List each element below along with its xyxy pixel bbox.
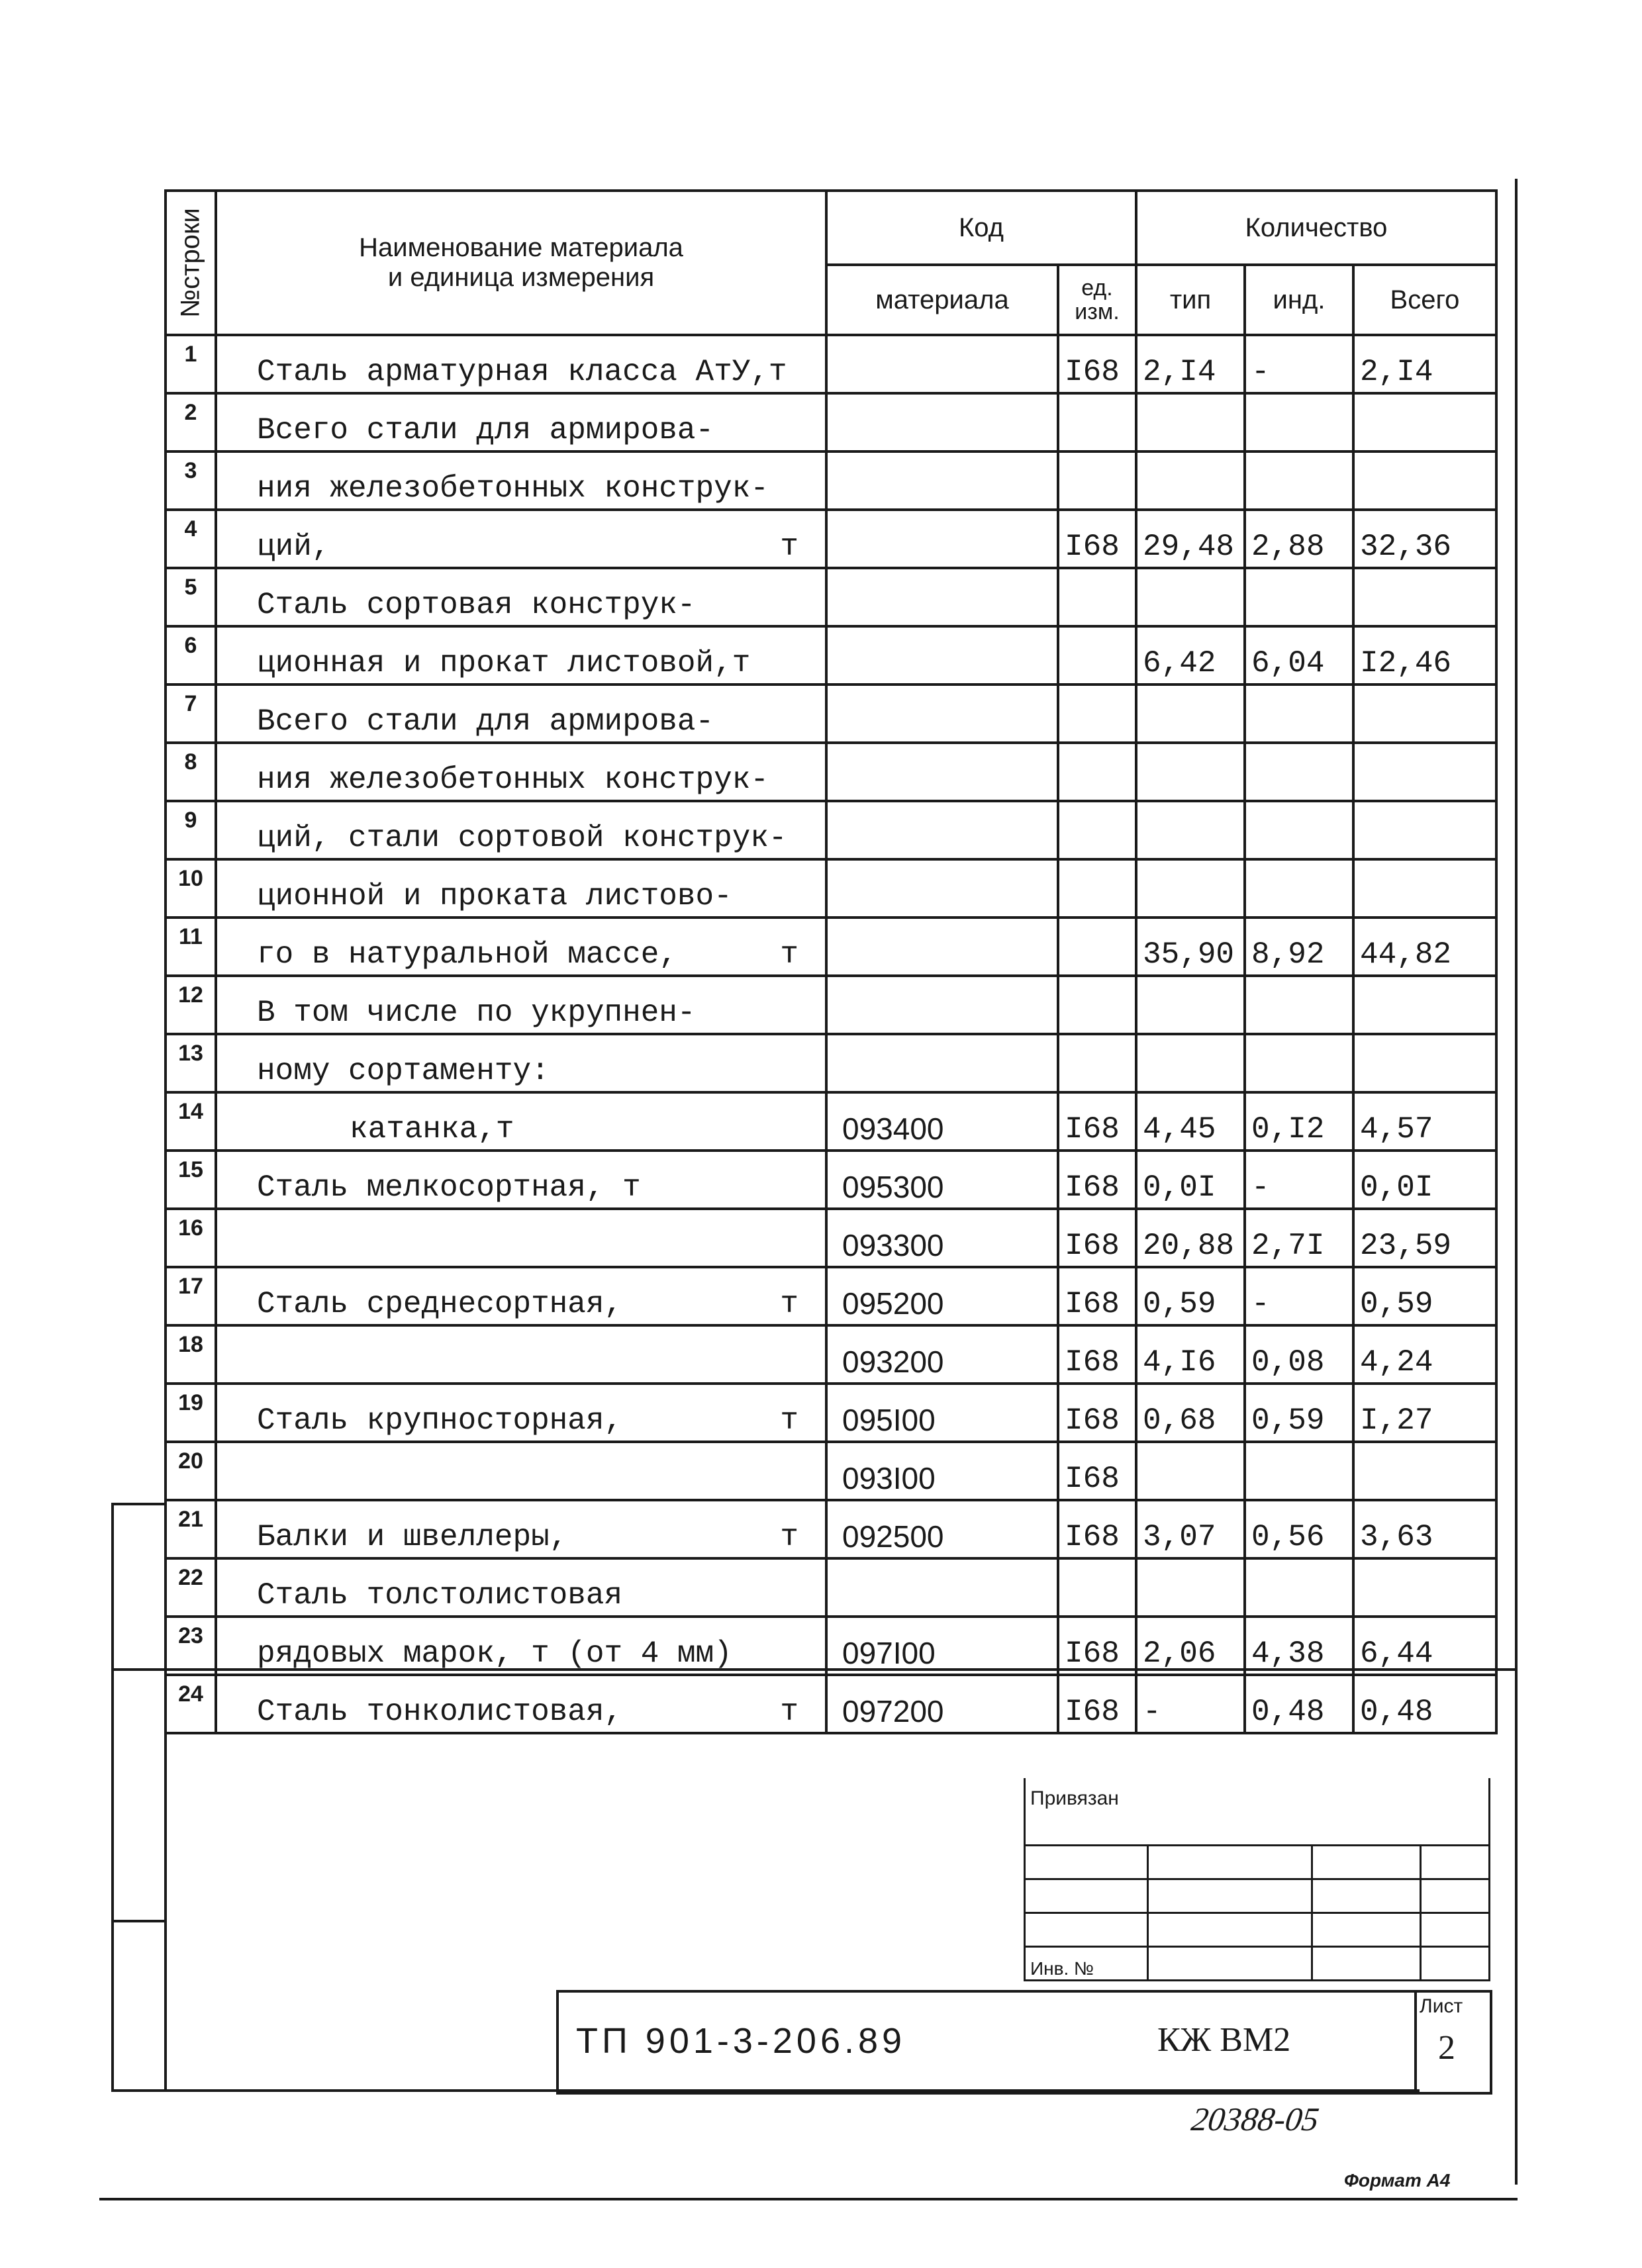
material-name: [216, 1558, 826, 1617]
row-number: 7: [166, 685, 216, 743]
material-name-text: В том числе по укрупнен-: [257, 996, 696, 1030]
unit-code: [1058, 685, 1136, 743]
quantity-total: [1353, 1558, 1496, 1617]
material-name: [216, 393, 826, 451]
unit-code: [1058, 568, 1136, 626]
material-unit-note: т: [780, 1520, 798, 1554]
row-number: 17: [166, 1267, 216, 1325]
quantity-total: 3,63: [1353, 1500, 1496, 1558]
quantity-tip: 3,07: [1136, 1500, 1245, 1558]
table-row: [166, 801, 1496, 859]
quantity-ind: [1245, 743, 1353, 801]
header-quantity: Количество: [1136, 191, 1496, 265]
quantity-tip: [1136, 1558, 1245, 1617]
quantity-ind: 8,92: [1245, 918, 1353, 976]
material-name: [216, 1325, 826, 1384]
material-name: [216, 1442, 826, 1500]
frame-page-bottom-line: [99, 2198, 1518, 2200]
unit-code: I68: [1058, 510, 1136, 568]
quantity-total: [1353, 393, 1496, 451]
row-number: 9: [166, 801, 216, 859]
table-row: [166, 1675, 1496, 1733]
sheet-label: Лист: [1420, 1995, 1463, 2017]
quantity-ind: [1245, 801, 1353, 859]
quantity-ind: 2,7I: [1245, 1209, 1353, 1267]
material-name: [216, 801, 826, 859]
row-number: 12: [166, 976, 216, 1034]
unit-code: I68: [1058, 1151, 1136, 1209]
material-name: [216, 859, 826, 918]
row-number: 19: [166, 1384, 216, 1442]
material-code: 095200: [826, 1267, 1058, 1325]
sheet-number: 2: [1438, 2029, 1455, 2067]
table-row: [166, 1384, 1496, 1442]
material-name-text: Сталь арматурная класса АтУ,т: [257, 355, 787, 389]
document-mark: КЖ ВМ2: [1157, 2021, 1291, 2059]
materials-table: [164, 189, 1498, 1734]
material-name: [216, 918, 826, 976]
unit-code: [1058, 1558, 1136, 1617]
quantity-total: [1353, 1034, 1496, 1092]
header-row-no: №строки: [166, 191, 216, 335]
header-tip: тип: [1136, 265, 1245, 335]
quantity-total: [1353, 685, 1496, 743]
quantity-ind: [1245, 859, 1353, 918]
header-material: материала: [826, 265, 1058, 335]
row-number: 21: [166, 1500, 216, 1558]
material-unit-note: т: [780, 530, 798, 564]
header-name: Наименование материала и единица измерения: [216, 191, 826, 335]
unit-code: [1058, 451, 1136, 510]
material-name-text: Сталь крупносторная,: [257, 1403, 623, 1438]
quantity-total: 4,57: [1353, 1092, 1496, 1151]
material-code: [826, 568, 1058, 626]
table-row: [166, 685, 1496, 743]
row-number: 14: [166, 1092, 216, 1151]
material-name: [216, 1267, 826, 1325]
material-name: [216, 510, 826, 568]
material-name: [216, 1151, 826, 1209]
quantity-tip: 2,I4: [1136, 335, 1245, 393]
quantity-tip: 29,48: [1136, 510, 1245, 568]
material-code: [826, 1034, 1058, 1092]
material-code: 092500: [826, 1500, 1058, 1558]
row-number: 5: [166, 568, 216, 626]
material-code: 093200: [826, 1325, 1058, 1384]
material-name-text: ционной и проката листово-: [257, 879, 732, 914]
privyazan-label: Привязан: [1030, 1787, 1119, 1809]
quantity-tip: 0,68: [1136, 1384, 1245, 1442]
table-row: [166, 1442, 1496, 1500]
row-number: 1: [166, 335, 216, 393]
unit-code: [1058, 1034, 1136, 1092]
material-code: [826, 801, 1058, 859]
quantity-tip: [1136, 1442, 1245, 1500]
material-code: 095I00: [826, 1384, 1058, 1442]
quantity-total: [1353, 451, 1496, 510]
table-row: [166, 976, 1496, 1034]
material-name: [216, 976, 826, 1034]
quantity-tip: 2,06: [1136, 1617, 1245, 1675]
quantity-ind: 0,59: [1245, 1384, 1353, 1442]
quantity-total: 23,59: [1353, 1209, 1496, 1267]
quantity-tip: [1136, 743, 1245, 801]
row-number: 18: [166, 1325, 216, 1384]
table-row: [166, 1325, 1496, 1384]
quantity-total: 0,59: [1353, 1267, 1496, 1325]
row-number: 2: [166, 393, 216, 451]
quantity-ind: 4,38: [1245, 1617, 1353, 1675]
frame-outer-left-line: [111, 1503, 114, 2092]
table-row: [166, 451, 1496, 510]
material-name-text: ния железобетонных конструк-: [257, 763, 769, 797]
table-row: [166, 393, 1496, 451]
quantity-total: [1353, 801, 1496, 859]
row-number: 10: [166, 859, 216, 918]
row-number: 4: [166, 510, 216, 568]
unit-code: [1058, 626, 1136, 685]
quantity-tip: 6,42: [1136, 626, 1245, 685]
material-code: 097I00: [826, 1617, 1058, 1675]
material-name-text: рядовых марок, т (от 4 мм): [257, 1636, 732, 1671]
material-name-text: ций,: [257, 530, 330, 564]
quantity-tip: 35,90: [1136, 918, 1245, 976]
quantity-ind: -: [1245, 1151, 1353, 1209]
row-number: 24: [166, 1675, 216, 1733]
unit-code: I68: [1058, 1209, 1136, 1267]
material-name: [216, 335, 826, 393]
material-code: [826, 510, 1058, 568]
table-row: [166, 626, 1496, 685]
material-name: [216, 743, 826, 801]
unit-code: I68: [1058, 1384, 1136, 1442]
quantity-ind: [1245, 1442, 1353, 1500]
material-name-text: ния железобетонных конструк-: [257, 471, 769, 506]
material-name-text: Сталь тонколистовая,: [257, 1695, 623, 1729]
material-code: [826, 335, 1058, 393]
material-name: [216, 1617, 826, 1675]
unit-code: [1058, 393, 1136, 451]
archive-number: 20388-05: [1189, 2101, 1322, 2138]
material-name: [216, 1034, 826, 1092]
quantity-ind: [1245, 393, 1353, 451]
table-row: [166, 1617, 1496, 1675]
material-code: [826, 743, 1058, 801]
quantity-tip: 20,88: [1136, 1209, 1245, 1267]
material-name-text: Сталь толстолистовая: [257, 1578, 623, 1613]
material-code: [826, 685, 1058, 743]
material-name-text: го в натуральной массе,: [257, 937, 677, 972]
table-row: [166, 743, 1496, 801]
material-code: [826, 393, 1058, 451]
quantity-ind: [1245, 1558, 1353, 1617]
frame-right-line: [1515, 179, 1518, 2185]
quantity-tip: [1136, 1034, 1245, 1092]
quantity-total: 2,I4: [1353, 335, 1496, 393]
row-number: 16: [166, 1209, 216, 1267]
material-name-text: Балки и швеллеры,: [257, 1520, 568, 1554]
quantity-tip: 0,59: [1136, 1267, 1245, 1325]
unit-code: [1058, 801, 1136, 859]
quantity-ind: [1245, 976, 1353, 1034]
material-code: [826, 1558, 1058, 1617]
quantity-total: [1353, 743, 1496, 801]
quantity-ind: 6,04: [1245, 626, 1353, 685]
material-name-text: Сталь сортовая конструк-: [257, 588, 696, 622]
material-unit-note: т: [780, 1403, 798, 1438]
row-number: 13: [166, 1034, 216, 1092]
quantity-tip: [1136, 859, 1245, 918]
unit-code: I68: [1058, 1500, 1136, 1558]
quantity-tip: 4,45: [1136, 1092, 1245, 1151]
table-row: [166, 1558, 1496, 1617]
material-name: [216, 1209, 826, 1267]
row-number: 22: [166, 1558, 216, 1617]
material-code: [826, 918, 1058, 976]
quantity-total: 4,24: [1353, 1325, 1496, 1384]
unit-code: I68: [1058, 1442, 1136, 1500]
format-label: Формат А4: [1344, 2170, 1451, 2191]
material-code: 093400: [826, 1092, 1058, 1151]
table-row: [166, 335, 1496, 393]
row-number: 3: [166, 451, 216, 510]
quantity-ind: 0,56: [1245, 1500, 1353, 1558]
frame-stub-mid-line: [111, 1920, 167, 1922]
document-code: ТП 901-3-206.89: [576, 2021, 906, 2061]
unit-code: [1058, 976, 1136, 1034]
material-name-text: Всего стали для армирова-: [257, 704, 714, 739]
row-number: 11: [166, 918, 216, 976]
unit-code: I68: [1058, 1325, 1136, 1384]
quantity-ind: 2,88: [1245, 510, 1353, 568]
quantity-ind: -: [1245, 1267, 1353, 1325]
quantity-total: I2,46: [1353, 626, 1496, 685]
quantity-ind: 0,48: [1245, 1675, 1353, 1733]
quantity-total: I,27: [1353, 1384, 1496, 1442]
row-number: 23: [166, 1617, 216, 1675]
material-unit-note: т: [780, 937, 798, 972]
material-name-text: Сталь среднесортная,: [257, 1287, 623, 1321]
quantity-ind: [1245, 685, 1353, 743]
header-code: Код: [826, 191, 1136, 265]
table-row: [166, 1034, 1496, 1092]
material-name-text: ному сортаменту:: [257, 1054, 550, 1088]
material-name: [216, 568, 826, 626]
unit-code: [1058, 859, 1136, 918]
material-code: 095300: [826, 1151, 1058, 1209]
material-unit-note: т: [780, 1695, 798, 1729]
material-name: [216, 626, 826, 685]
quantity-ind: -: [1245, 335, 1353, 393]
material-name-text: ционная и прокат листовой,т: [257, 646, 751, 681]
row-number: 6: [166, 626, 216, 685]
table-row: [166, 1209, 1496, 1267]
table-row: [166, 859, 1496, 918]
inv-number-label: Инв. №: [1030, 1958, 1094, 1979]
unit-code: [1058, 918, 1136, 976]
material-code: 097200: [826, 1675, 1058, 1733]
table-row: [166, 1500, 1496, 1558]
quantity-tip: 4,I6: [1136, 1325, 1245, 1384]
row-number: 15: [166, 1151, 216, 1209]
header-total: Всего: [1353, 265, 1496, 335]
material-code: 093300: [826, 1209, 1058, 1267]
quantity-total: [1353, 976, 1496, 1034]
quantity-total: 0,48: [1353, 1675, 1496, 1733]
unit-code: I68: [1058, 1617, 1136, 1675]
unit-code: I68: [1058, 1092, 1136, 1151]
quantity-tip: [1136, 976, 1245, 1034]
unit-code: [1058, 743, 1136, 801]
quantity-ind: [1245, 1034, 1353, 1092]
material-unit-note: т: [780, 1287, 798, 1321]
table-row: [166, 1151, 1496, 1209]
quantity-total: 6,44: [1353, 1617, 1496, 1675]
quantity-tip: 0,0I: [1136, 1151, 1245, 1209]
quantity-total: [1353, 859, 1496, 918]
quantity-tip: [1136, 393, 1245, 451]
table-row: [166, 918, 1496, 976]
quantity-tip: [1136, 451, 1245, 510]
table-row: [166, 568, 1496, 626]
header-ind: инд.: [1245, 265, 1353, 335]
material-name-text: Сталь мелкосортная, т: [257, 1170, 641, 1205]
material-name: [216, 1092, 826, 1151]
table-row: [166, 1267, 1496, 1325]
unit-code: I68: [1058, 1267, 1136, 1325]
material-code: [826, 626, 1058, 685]
header-unit: ед. изм.: [1058, 265, 1136, 335]
table-row: [166, 1092, 1496, 1151]
quantity-ind: 0,08: [1245, 1325, 1353, 1384]
quantity-total: 0,0I: [1353, 1151, 1496, 1209]
quantity-total: 32,36: [1353, 510, 1496, 568]
material-code: [826, 976, 1058, 1034]
table-body: [166, 335, 1496, 1733]
material-name: [216, 1500, 826, 1558]
quantity-total: [1353, 1442, 1496, 1500]
quantity-tip: [1136, 568, 1245, 626]
frame-stub-top-line: [111, 1503, 167, 1505]
material-name: [216, 685, 826, 743]
quantity-ind: 0,I2: [1245, 1092, 1353, 1151]
quantity-total: 44,82: [1353, 918, 1496, 976]
unit-code: I68: [1058, 335, 1136, 393]
quantity-tip: -: [1136, 1675, 1245, 1733]
quantity-tip: [1136, 801, 1245, 859]
material-code: [826, 451, 1058, 510]
quantity-ind: [1245, 568, 1353, 626]
row-number: 20: [166, 1442, 216, 1500]
unit-code: I68: [1058, 1675, 1136, 1733]
quantity-total: [1353, 568, 1496, 626]
material-code: [826, 859, 1058, 918]
material-name: [216, 1384, 826, 1442]
material-name-text: катанка,т: [350, 1112, 514, 1147]
quantity-tip: [1136, 685, 1245, 743]
quantity-ind: [1245, 451, 1353, 510]
row-number: 8: [166, 743, 216, 801]
material-name: [216, 1675, 826, 1733]
material-code: 093I00: [826, 1442, 1058, 1500]
material-name-text: Всего стали для армирова-: [257, 413, 714, 448]
material-name: [216, 451, 826, 510]
material-name-text: ций, стали сортовой конструк-: [257, 821, 787, 855]
table-row: [166, 510, 1496, 568]
